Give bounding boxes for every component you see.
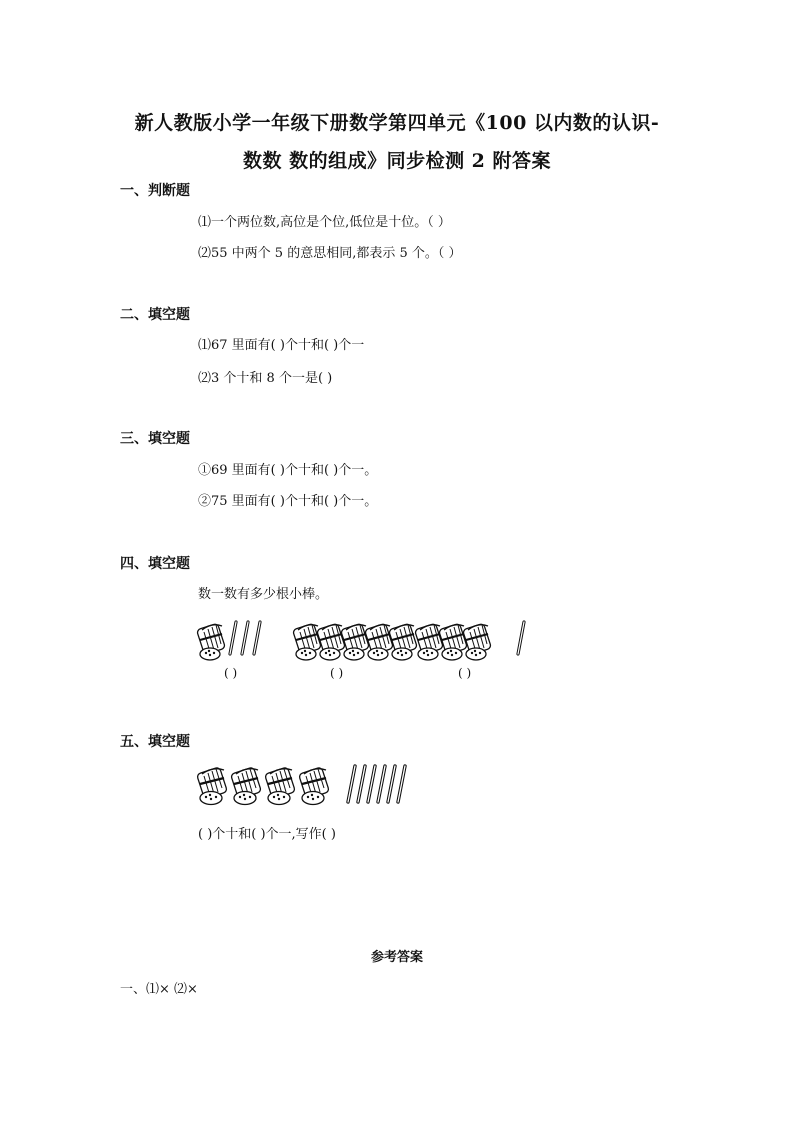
single-stick (254, 622, 260, 654)
stick-bundles-figure-4 (190, 610, 540, 666)
single-stick (388, 766, 395, 802)
stick-bundle (317, 623, 346, 660)
question-1-1: ⑴一个两位数,高位是个位,低位是十位。（ ） (198, 215, 451, 230)
stick-bundle (389, 623, 418, 660)
single-stick (378, 766, 385, 802)
document-title-line-1: 新人教版小学一年级下册数学第四单元《100 以内数的认识- (134, 112, 660, 134)
single-stick (398, 766, 405, 802)
document-title-line-2: 数数 数的组成》同步检测 2 附答案 (242, 150, 552, 172)
answer-blank-group-2: ( ) (330, 666, 344, 680)
stick-bundle (231, 767, 262, 805)
stick-bundle (365, 623, 394, 660)
stick-bundle (293, 623, 322, 660)
question-2-1: ⑴67 里面有( )个十和( )个一 (198, 338, 365, 353)
answer-blank-group-1: ( ) (224, 666, 238, 680)
stick-bundle (439, 623, 468, 660)
question-4-prompt: 数一数有多少根小棒。 (198, 587, 329, 602)
single-stick (358, 766, 365, 802)
question-2-2: ⑵3 个十和 8 个一是( ) (198, 371, 333, 386)
stick-bundle (463, 623, 492, 660)
stick-bundle (415, 623, 444, 660)
stick-bundle (265, 767, 296, 805)
question-3-1: ①69 里面有( )个十和( )个一。 (198, 463, 378, 478)
single-stick (230, 622, 236, 654)
section-2-heading: 二、填空题 (120, 307, 190, 323)
stick-bundle (341, 623, 370, 660)
question-5-1: ( )个十和( )个一,写作( ) (198, 827, 336, 842)
question-3-2: ②75 里面有( )个十和( )个一。 (198, 494, 378, 509)
question-1-2: ⑵55 中两个 5 的意思相同,都表示 5 个。（ ） (198, 246, 462, 261)
single-stick (518, 622, 524, 654)
stick-bundles-figure-5 (196, 756, 416, 808)
answer-key-heading: 参考答案 (370, 950, 423, 965)
section-3-heading: 三、填空题 (120, 431, 190, 447)
single-stick (348, 766, 355, 802)
answer-key-line-1: 一、⑴× ⑵× (120, 982, 198, 997)
answer-blank-group-3: ( ) (458, 666, 472, 680)
stick-bundle (299, 767, 330, 805)
single-stick (242, 622, 248, 654)
section-4-heading: 四、填空题 (120, 556, 190, 572)
single-stick (368, 766, 375, 802)
section-1-heading: 一、判断题 (120, 183, 190, 199)
stick-bundle (197, 767, 228, 805)
stick-bundle (197, 623, 226, 660)
section-5-heading: 五、填空题 (120, 734, 190, 750)
